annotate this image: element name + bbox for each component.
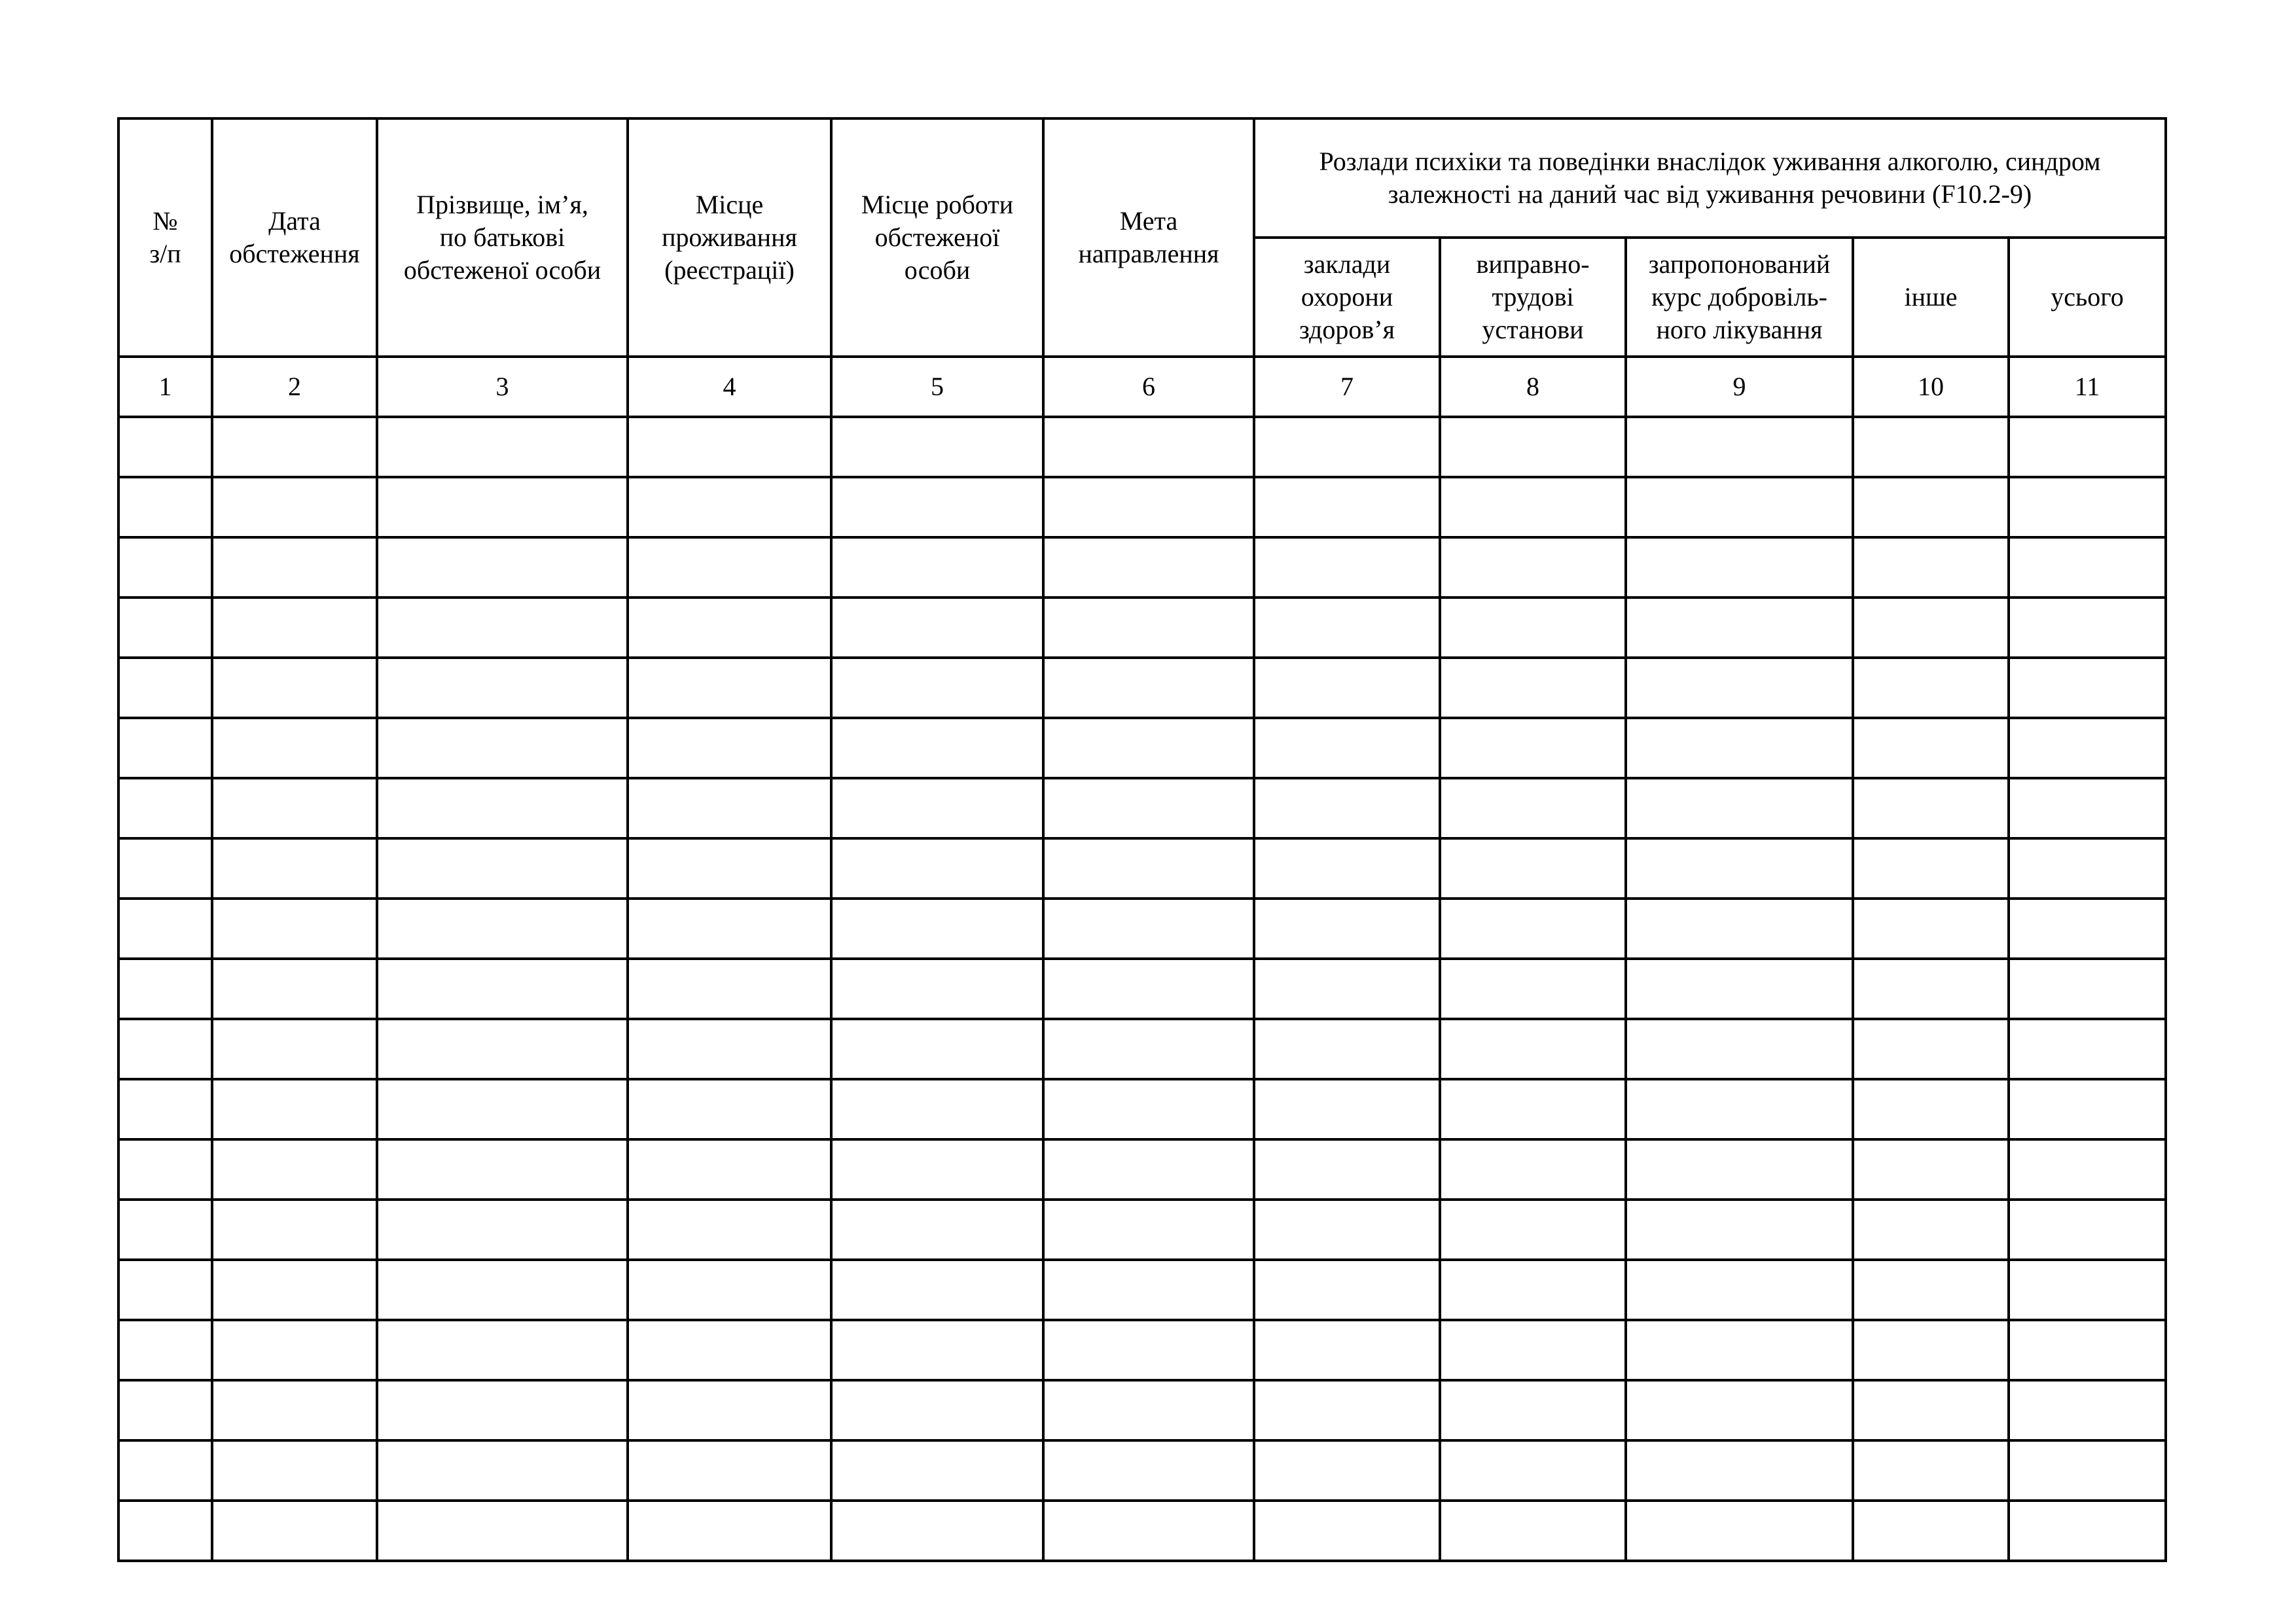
table-cell[interactable] — [118, 537, 212, 597]
table-cell[interactable] — [1626, 718, 1853, 778]
table-cell[interactable] — [831, 1380, 1043, 1440]
table-row — [118, 959, 2166, 1019]
table-cell[interactable] — [628, 959, 831, 1019]
table-cell[interactable] — [212, 778, 377, 838]
table-cell[interactable] — [1254, 1260, 1440, 1320]
table-cell[interactable] — [1440, 1260, 1626, 1320]
table-cell[interactable] — [1440, 718, 1626, 778]
table-cell[interactable] — [1440, 537, 1626, 597]
table-cell[interactable] — [628, 1019, 831, 1079]
table-cell[interactable] — [1626, 899, 1853, 959]
table-cell[interactable] — [118, 1260, 212, 1320]
table-row — [118, 778, 2166, 838]
table-cell[interactable] — [1626, 1260, 1853, 1320]
table-cell[interactable] — [377, 537, 628, 597]
table-row — [118, 1139, 2166, 1200]
table-cell[interactable] — [628, 1501, 831, 1561]
table-cell[interactable] — [1043, 1079, 1254, 1139]
table-cell[interactable] — [1440, 417, 1626, 477]
table-cell[interactable] — [831, 838, 1043, 899]
table-cell[interactable] — [2009, 417, 2166, 477]
column-number: 6 — [1043, 357, 1254, 417]
table-cell[interactable] — [377, 1079, 628, 1139]
table-cell[interactable] — [1254, 1320, 1440, 1380]
table-cell[interactable] — [1043, 1380, 1254, 1440]
column-number: 2 — [212, 357, 377, 417]
table-cell[interactable] — [1626, 1139, 1853, 1200]
table-cell[interactable] — [831, 1200, 1043, 1260]
table-cell[interactable] — [212, 477, 377, 537]
table-row — [118, 1260, 2166, 1320]
table-cell[interactable] — [1254, 1139, 1440, 1200]
table-row — [118, 718, 2166, 778]
table-cell[interactable] — [377, 899, 628, 959]
table-cell[interactable] — [1626, 1200, 1853, 1260]
table-cell[interactable] — [1853, 1019, 2009, 1079]
table-cell[interactable] — [2009, 1440, 2166, 1501]
table-cell[interactable] — [628, 1079, 831, 1139]
table-cell[interactable] — [628, 1260, 831, 1320]
header-residence: Місце проживання (реєстрації) — [628, 118, 831, 357]
table-cell[interactable] — [1043, 778, 1254, 838]
table-cell[interactable] — [628, 1440, 831, 1501]
table-cell[interactable] — [831, 899, 1043, 959]
table-cell[interactable] — [1853, 417, 2009, 477]
table-cell[interactable] — [212, 718, 377, 778]
header-disorders-group: Розлади психіки та поведінки внаслідок уживання алкоголю, синдром залежності на даний час від уживання речовини (F10.2-9) — [1254, 118, 2166, 238]
table-cell[interactable] — [212, 838, 377, 899]
table-row — [118, 658, 2166, 718]
table-cell[interactable] — [1440, 778, 1626, 838]
table-cell[interactable] — [1626, 417, 1853, 477]
table-cell[interactable] — [377, 1200, 628, 1260]
table-cell[interactable] — [1853, 959, 2009, 1019]
table-cell[interactable] — [212, 658, 377, 718]
table-cell[interactable] — [1254, 1079, 1440, 1139]
table-row — [118, 1200, 2166, 1260]
table-cell[interactable] — [1626, 1380, 1853, 1440]
table-cell[interactable] — [2009, 658, 2166, 718]
table-cell[interactable] — [118, 1139, 212, 1200]
table-cell[interactable] — [1440, 838, 1626, 899]
table-cell[interactable] — [377, 1260, 628, 1320]
table-cell[interactable] — [831, 718, 1043, 778]
table-cell[interactable] — [212, 1440, 377, 1501]
table-cell[interactable] — [118, 1440, 212, 1501]
table-cell[interactable] — [2009, 1320, 2166, 1380]
table-cell[interactable] — [212, 959, 377, 1019]
table-cell[interactable] — [628, 778, 831, 838]
table-cell[interactable] — [1043, 1019, 1254, 1079]
table-cell[interactable] — [212, 597, 377, 658]
header-referral-purpose: Мета направлення — [1043, 118, 1254, 357]
table-cell[interactable] — [831, 1320, 1043, 1380]
table-row — [118, 838, 2166, 899]
table-cell[interactable] — [1043, 1440, 1254, 1501]
table-cell[interactable] — [1254, 1501, 1440, 1561]
table-cell[interactable] — [1043, 537, 1254, 597]
table-cell[interactable] — [831, 417, 1043, 477]
table-cell[interactable] — [377, 1139, 628, 1200]
column-number: 8 — [1440, 357, 1626, 417]
table-cell[interactable] — [1254, 959, 1440, 1019]
table-cell[interactable] — [1043, 658, 1254, 718]
table-cell[interactable] — [831, 1139, 1043, 1200]
table-cell[interactable] — [377, 838, 628, 899]
table-cell[interactable] — [2009, 1260, 2166, 1320]
table-cell[interactable] — [2009, 718, 2166, 778]
table-cell[interactable] — [1853, 1079, 2009, 1139]
table-cell[interactable] — [1254, 597, 1440, 658]
table-row — [118, 1380, 2166, 1440]
table-cell[interactable] — [1254, 1200, 1440, 1260]
table-cell[interactable] — [1853, 899, 2009, 959]
table-cell[interactable] — [831, 1501, 1043, 1561]
column-number: 10 — [1853, 357, 2009, 417]
table-cell[interactable] — [831, 778, 1043, 838]
header-total: усього — [2009, 238, 2166, 357]
table-cell[interactable] — [628, 838, 831, 899]
header-workplace: Місце роботи обстеженої особи — [831, 118, 1043, 357]
table-cell[interactable] — [1626, 959, 1853, 1019]
table-cell[interactable] — [212, 1380, 377, 1440]
table-cell[interactable] — [212, 417, 377, 477]
table-cell[interactable] — [377, 417, 628, 477]
table-cell[interactable] — [1853, 537, 2009, 597]
table-cell[interactable] — [118, 899, 212, 959]
table-row — [118, 1019, 2166, 1079]
table-cell[interactable] — [1254, 537, 1440, 597]
header-full-name: Прізвище, ім’я, по батькові обстеженої особи — [377, 118, 628, 357]
table-cell[interactable] — [1043, 417, 1254, 477]
table-row — [118, 899, 2166, 959]
table-cell[interactable] — [1043, 838, 1254, 899]
table-cell[interactable] — [1853, 1260, 2009, 1320]
column-number: 3 — [377, 357, 628, 417]
header-voluntary-treatment: запропонований курс добровіль- ного лікування — [1626, 238, 1853, 357]
table-cell[interactable] — [377, 778, 628, 838]
table-cell[interactable] — [1853, 1320, 2009, 1380]
table-cell[interactable] — [118, 778, 212, 838]
table-cell[interactable] — [831, 1079, 1043, 1139]
table-cell[interactable] — [377, 1380, 628, 1440]
table-cell[interactable] — [1626, 1320, 1853, 1380]
table-cell[interactable] — [1043, 959, 1254, 1019]
header-health-facilities: заклади охорони здоров’я — [1254, 238, 1440, 357]
table-cell[interactable] — [1440, 1139, 1626, 1200]
table-cell[interactable] — [1853, 778, 2009, 838]
table-cell[interactable] — [212, 1139, 377, 1200]
header-row-top — [118, 118, 2166, 238]
table-cell[interactable] — [1853, 477, 2009, 537]
table-cell[interactable] — [1254, 1019, 1440, 1079]
table-cell[interactable] — [1853, 1440, 2009, 1501]
table-cell[interactable] — [1626, 1019, 1853, 1079]
table-cell[interactable] — [2009, 477, 2166, 537]
table-cell[interactable] — [118, 1501, 212, 1561]
table-cell[interactable] — [1626, 1079, 1853, 1139]
table-cell[interactable] — [2009, 597, 2166, 658]
table-cell[interactable] — [1440, 959, 1626, 1019]
table-cell[interactable] — [118, 1079, 212, 1139]
table-cell[interactable] — [1626, 658, 1853, 718]
header-no: № з/п — [118, 118, 212, 357]
table-cell[interactable] — [1440, 1380, 1626, 1440]
table-cell[interactable] — [1043, 597, 1254, 658]
table-cell[interactable] — [377, 658, 628, 718]
table-cell[interactable] — [1626, 537, 1853, 597]
table-cell[interactable] — [1626, 838, 1853, 899]
table-cell[interactable] — [377, 597, 628, 658]
table-cell[interactable] — [118, 1019, 212, 1079]
table-cell[interactable] — [212, 1260, 377, 1320]
column-number: 9 — [1626, 357, 1853, 417]
table-cell[interactable] — [831, 537, 1043, 597]
table-cell[interactable] — [118, 658, 212, 718]
table-cell[interactable] — [377, 718, 628, 778]
table-cell[interactable] — [118, 1200, 212, 1260]
header-other: інше — [1853, 238, 2009, 357]
table-cell[interactable] — [628, 597, 831, 658]
table-cell[interactable] — [831, 1440, 1043, 1501]
table-cell[interactable] — [212, 1501, 377, 1561]
table-cell[interactable] — [2009, 1200, 2166, 1260]
table-cell[interactable] — [118, 838, 212, 899]
table-cell[interactable] — [118, 597, 212, 658]
column-number: 1 — [118, 357, 212, 417]
table-cell[interactable] — [1626, 1440, 1853, 1501]
table-row — [118, 477, 2166, 537]
table-cell[interactable] — [377, 959, 628, 1019]
table-cell[interactable] — [628, 1320, 831, 1380]
table-cell[interactable] — [1043, 1501, 1254, 1561]
table-cell[interactable] — [212, 1200, 377, 1260]
table-cell[interactable] — [2009, 1139, 2166, 1200]
table-cell[interactable] — [2009, 1019, 2166, 1079]
table-cell[interactable] — [1440, 597, 1626, 658]
table-cell[interactable] — [1043, 1200, 1254, 1260]
table-cell[interactable] — [831, 658, 1043, 718]
table-cell[interactable] — [2009, 838, 2166, 899]
table-cell[interactable] — [2009, 778, 2166, 838]
table-cell[interactable] — [1043, 899, 1254, 959]
header-exam-date: Дата обстеження — [212, 118, 377, 357]
table-cell[interactable] — [1853, 597, 2009, 658]
table-cell[interactable] — [2009, 537, 2166, 597]
table-cell[interactable] — [1853, 1380, 2009, 1440]
table-cell[interactable] — [1440, 1079, 1626, 1139]
table-cell[interactable] — [1043, 1260, 1254, 1320]
table-cell[interactable] — [628, 477, 831, 537]
table-row — [118, 537, 2166, 597]
table-cell[interactable] — [1043, 477, 1254, 537]
table-cell[interactable] — [1254, 477, 1440, 537]
column-number: 7 — [1254, 357, 1440, 417]
table-cell[interactable] — [377, 477, 628, 537]
table-cell[interactable] — [118, 417, 212, 477]
table-cell[interactable] — [628, 1200, 831, 1260]
table-cell[interactable] — [1853, 658, 2009, 718]
table-cell[interactable] — [1254, 718, 1440, 778]
table-cell[interactable] — [1626, 597, 1853, 658]
table-cell[interactable] — [377, 1440, 628, 1501]
table-cell[interactable] — [377, 1019, 628, 1079]
table-cell[interactable] — [2009, 1380, 2166, 1440]
column-number: 11 — [2009, 357, 2166, 417]
table-cell[interactable] — [1440, 477, 1626, 537]
table-cell[interactable] — [1853, 1501, 2009, 1561]
table-row — [118, 417, 2166, 477]
table-cell[interactable] — [831, 597, 1043, 658]
table-cell[interactable] — [118, 1380, 212, 1440]
table-cell[interactable] — [212, 899, 377, 959]
table-cell[interactable] — [1254, 1380, 1440, 1440]
table-cell[interactable] — [831, 477, 1043, 537]
column-number-row — [118, 357, 2166, 417]
table-cell[interactable] — [212, 1079, 377, 1139]
table-cell[interactable] — [212, 1320, 377, 1380]
column-number: 5 — [831, 357, 1043, 417]
table-cell[interactable] — [1853, 1200, 2009, 1260]
table-cell[interactable] — [212, 537, 377, 597]
table-cell[interactable] — [1626, 477, 1853, 537]
table-cell[interactable] — [628, 718, 831, 778]
table-cell[interactable] — [628, 899, 831, 959]
table-cell[interactable] — [1254, 1440, 1440, 1501]
table-cell[interactable] — [1254, 417, 1440, 477]
table-cell[interactable] — [628, 1139, 831, 1200]
table-cell[interactable] — [831, 1019, 1043, 1079]
table-cell[interactable] — [2009, 959, 2166, 1019]
table-cell[interactable] — [1440, 899, 1626, 959]
table-cell[interactable] — [118, 477, 212, 537]
table-cell[interactable] — [1626, 1501, 1853, 1561]
table-cell[interactable] — [2009, 1079, 2166, 1139]
table-cell[interactable] — [1043, 1320, 1254, 1380]
table-cell[interactable] — [628, 537, 831, 597]
table-cell[interactable] — [831, 959, 1043, 1019]
table-row — [118, 1320, 2166, 1380]
header-correctional-institutions: виправно- трудові установи — [1440, 238, 1626, 357]
table-row — [118, 1440, 2166, 1501]
table-cell[interactable] — [1254, 778, 1440, 838]
table-cell[interactable] — [1440, 1019, 1626, 1079]
table-row — [118, 1079, 2166, 1139]
table-cell[interactable] — [1626, 778, 1853, 838]
table-cell[interactable] — [1254, 838, 1440, 899]
table-cell[interactable] — [628, 417, 831, 477]
table-cell[interactable] — [831, 1260, 1043, 1320]
table-cell[interactable] — [118, 959, 212, 1019]
table-cell[interactable] — [1440, 1200, 1626, 1260]
table-cell[interactable] — [1440, 1320, 1626, 1380]
register-table — [117, 117, 2167, 1562]
table-cell[interactable] — [1043, 1139, 1254, 1200]
table-cell[interactable] — [1440, 658, 1626, 718]
table-cell[interactable] — [212, 1019, 377, 1079]
table-cell[interactable] — [628, 658, 831, 718]
table-cell[interactable] — [377, 1501, 628, 1561]
table-row — [118, 1501, 2166, 1561]
table-cell[interactable] — [1853, 718, 2009, 778]
table-cell[interactable] — [1254, 899, 1440, 959]
table-cell[interactable] — [118, 718, 212, 778]
table-cell[interactable] — [1440, 1440, 1626, 1501]
table-row — [118, 597, 2166, 658]
table-cell[interactable] — [377, 1320, 628, 1380]
table-cell[interactable] — [1440, 1501, 1626, 1561]
column-number: 4 — [628, 357, 831, 417]
table-cell[interactable] — [628, 1380, 831, 1440]
table-cell[interactable] — [1254, 658, 1440, 718]
table-cell[interactable] — [2009, 1501, 2166, 1561]
table-cell[interactable] — [1853, 838, 2009, 899]
table-cell[interactable] — [1043, 718, 1254, 778]
table-cell[interactable] — [118, 1320, 212, 1380]
table-cell[interactable] — [1853, 1139, 2009, 1200]
table-cell[interactable] — [2009, 899, 2166, 959]
